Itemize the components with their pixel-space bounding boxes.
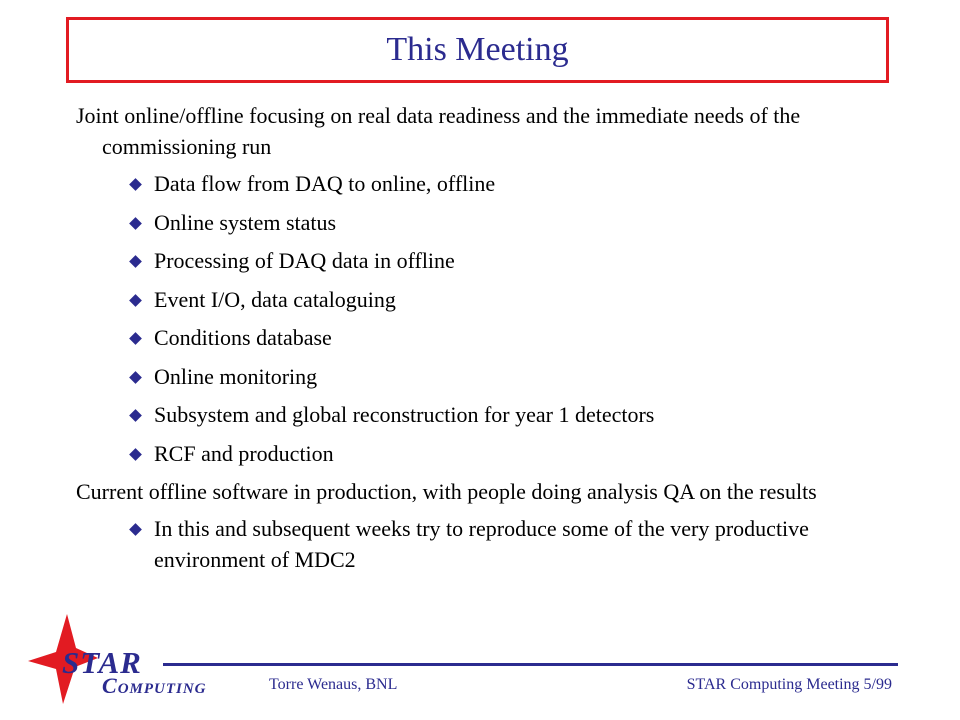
- diamond-bullet-icon: [129, 217, 142, 230]
- bullet-text: In this and subsequent weeks try to reproduce some of the very productive environment of MDC2: [154, 516, 809, 572]
- bullet-text: Event I/O, data cataloguing: [154, 286, 396, 312]
- bullet-item: [76, 513, 896, 575]
- logo-star-text: STAR: [62, 645, 142, 680]
- bullet-text: Online system status: [154, 209, 337, 235]
- diamond-bullet-icon: [129, 255, 142, 268]
- diamond-bullet-icon: [129, 332, 142, 345]
- bullet-text: Subsystem and global reconstruction for year 1 detectors: [154, 402, 655, 427]
- title-box: [66, 17, 889, 83]
- bullet-item: [76, 361, 896, 392]
- diamond-bullet-icon: [129, 178, 142, 191]
- bullet-text: Processing of DAQ data in offline: [154, 248, 455, 273]
- paragraph-2: Current offline software in production, with people doing analysis QA on the results: [76, 479, 817, 504]
- bullet-item: [76, 322, 896, 353]
- bullet-text: RCF and production: [154, 440, 334, 466]
- diamond-bullet-icon: [129, 409, 142, 422]
- bullet-text: Data flow from DAQ to online, offline: [154, 171, 496, 196]
- bullet-item: [76, 207, 896, 238]
- diamond-bullet-icon: [129, 448, 142, 461]
- diamond-bullet-icon: [129, 523, 142, 536]
- bullet-item: [76, 284, 896, 315]
- bullet-item: [76, 168, 896, 199]
- bullet-list-2: [76, 513, 896, 575]
- diamond-bullet-icon: [129, 294, 142, 307]
- bullet-list-1: [76, 168, 896, 469]
- footer-divider: [163, 663, 898, 666]
- logo-computing-text: COMPUTING: [102, 673, 207, 698]
- bullet-text: Online monitoring: [154, 363, 318, 389]
- footer-meeting: STAR Computing Meeting 5/99: [686, 676, 892, 693]
- bullet-item: [76, 438, 896, 469]
- bullet-item: [76, 399, 896, 430]
- slide-title: This Meeting: [386, 31, 569, 68]
- bullet-text: Conditions database: [154, 325, 332, 350]
- footer-author: Torre Wenaus, BNL: [269, 676, 398, 693]
- bullet-item: [76, 245, 896, 276]
- paragraph-1: Joint online/offline focusing on real data readiness and the immediate needs of the commissioning run: [76, 103, 801, 159]
- slide-content: [76, 100, 896, 583]
- diamond-bullet-icon: [129, 371, 142, 384]
